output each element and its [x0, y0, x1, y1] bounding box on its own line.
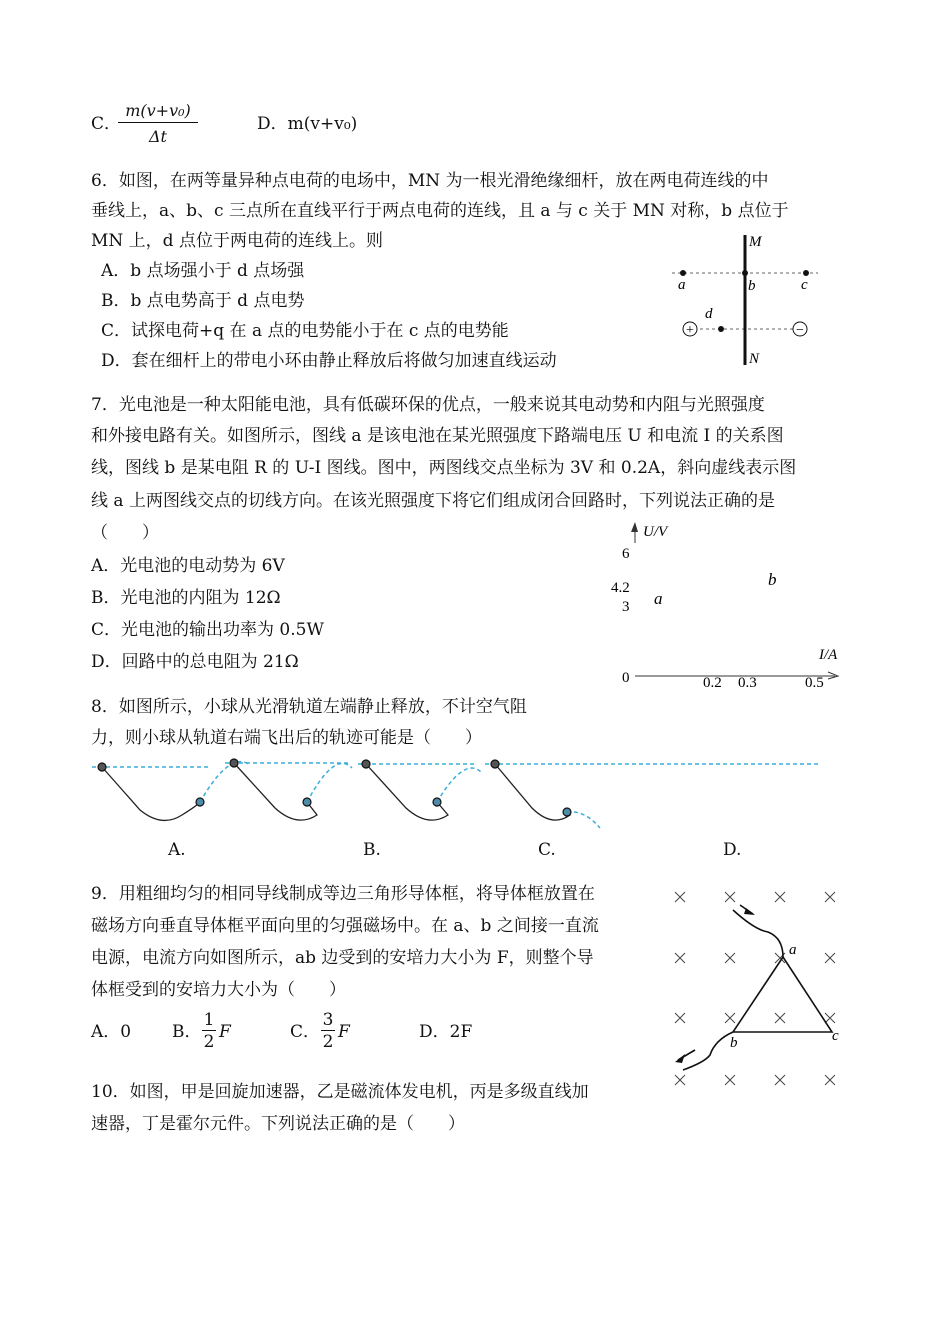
q5-option-c-label: C．: [91, 114, 122, 134]
current-out-arrow-icon: [675, 1054, 685, 1063]
ui-graph: [600, 510, 860, 700]
x-axis-label: I/A: [819, 647, 838, 663]
y-tick: 6: [622, 546, 630, 562]
field-into-page-icon: [775, 892, 785, 902]
svg-text:b: b: [730, 1035, 738, 1051]
q8-line: 8．如图所示，小球从光滑轨道左端静止释放，不计空气阻: [91, 697, 527, 717]
q7-line: 7．光电池是一种太阳能电池，具有低碳环保的优点，一般来说其电动势和内阻与光照强度: [91, 395, 765, 415]
q8-option-b: B.: [363, 840, 381, 860]
field-into-page-icon: [825, 1075, 835, 1085]
field-into-page-icon: [675, 1075, 685, 1085]
q9-option-b-numerator: 1: [203, 1010, 215, 1030]
q7-line: 和外接电路有关。如图所示，图线 a 是该电池在某光照强度下路端电压 U 和电流 I 的关系图: [91, 426, 784, 446]
x-tick: 0.3: [738, 675, 757, 691]
field-into-page-icon: [825, 1013, 835, 1023]
q7-line: 线 a 上两图线交点的切线方向。在该光照强度下将它们组成闭合回路时，下列说法正确的是: [91, 491, 775, 511]
q9-option-b-denominator: 2: [203, 1032, 215, 1052]
charge-field-figure: [660, 230, 830, 370]
q9-line: 电源，电流方向如图所示，ab 边受到的安培力大小为 F，则整个导: [91, 948, 594, 968]
q8-option-d: D.: [723, 840, 742, 860]
svg-text:d: d: [705, 306, 713, 322]
q10-line: 10．如图，甲是回旋加速器，乙是磁流体发电机，丙是多级直线加: [91, 1082, 589, 1102]
q9-option-a: A．0: [91, 1022, 132, 1042]
x-tick: 0.5: [805, 675, 824, 691]
field-into-page-icon: [725, 953, 735, 963]
y-axis-label: U/V: [643, 524, 668, 540]
field-into-page-icon: [775, 1013, 785, 1023]
field-into-page-icon: [825, 892, 835, 902]
svg-text:+: +: [686, 323, 694, 338]
q8-option-a: A.: [168, 840, 186, 860]
q7-option-b: B．光电池的内阻为 12Ω: [91, 588, 281, 608]
q9-option-b-tail: F: [219, 1022, 231, 1042]
q9-option-c-denominator: 2: [322, 1032, 334, 1052]
q7-line: （ ）: [91, 523, 159, 543]
field-into-page-icon: [675, 892, 685, 902]
q9-line: 9．用粗细均匀的相同导线制成等边三角形导体框，将导体框放置在: [91, 884, 595, 904]
origin-label: 0: [622, 670, 630, 686]
q6-line: MN 上，d 点位于两电荷的连线上。则: [91, 231, 383, 251]
q9-option-b-label: B．: [172, 1022, 202, 1042]
y-tick: 3: [622, 599, 630, 615]
series-a-label: a: [654, 589, 663, 608]
svg-text:c: c: [801, 277, 808, 293]
svg-text:−: −: [796, 323, 804, 338]
current-in-arrow-icon: [744, 908, 755, 915]
field-into-page-icon: [825, 953, 835, 963]
q8-line: 力，则小球从轨道右端飞出后的轨迹可能是（ ）: [91, 728, 482, 748]
q10-line: 速器，丁是霍尔元件。下列说法正确的是（ ）: [91, 1114, 465, 1134]
q7-option-a: A．光电池的电动势为 6V: [91, 556, 285, 576]
y-tick: 4.2: [611, 580, 630, 596]
svg-text:a: a: [789, 942, 797, 958]
q6-line: 垂线上，a、b、c 三点所在直线平行于两点电荷的连线，且 a 与 c 关于 MN 对称，b 点位于: [91, 201, 789, 221]
field-into-page-icon: [775, 1075, 785, 1085]
q5-option-c-denominator: Δt: [149, 127, 167, 146]
q6-line: 6．如图，在两等量异种点电荷的电场中，MN 为一根光滑绝缘细杆，放在两电荷连线的中: [91, 171, 769, 191]
track-figures: [90, 750, 820, 830]
q9-line: 体框受到的安培力大小为（ ）: [91, 980, 346, 1000]
svg-text:N: N: [749, 351, 760, 367]
q5-option-c-numerator: m(v+v₀): [118, 100, 198, 123]
q9-option-d: D．2F: [419, 1022, 473, 1042]
svg-text:c: c: [832, 1028, 839, 1044]
q6-option-b: B．b 点电势高于 d 点电势: [101, 291, 305, 311]
series-b-label: b: [768, 570, 777, 589]
q9-option-c-numerator: 3: [322, 1010, 334, 1030]
q9-option-c-label: C．: [290, 1022, 321, 1042]
q7-option-c: C．光电池的输出功率为 0.5W: [91, 620, 324, 640]
q9-option-c-tail: F: [338, 1022, 350, 1042]
q8-option-c: C.: [538, 840, 556, 860]
svg-text:a: a: [678, 277, 686, 293]
q7-line: 线，图线 b 是某电阻 R 的 U-I 图线。图中，两图线交点坐标为 3V 和 0.2A，斜向虚线表示图: [91, 458, 797, 478]
field-into-page-icon: [725, 892, 735, 902]
x-tick: 0.2: [703, 675, 722, 691]
q7-option-d: D．回路中的总电阻为 21Ω: [91, 652, 299, 672]
q5-option-d: D．m(v+v₀): [257, 114, 358, 134]
field-into-page-icon: [725, 1013, 735, 1023]
svg-text:M: M: [749, 234, 762, 250]
q6-option-c: C．试探电荷+q 在 a 点的电势能小于在 c 点的电势能: [101, 321, 509, 341]
field-into-page-icon: [675, 953, 685, 963]
q6-option-a: A．b 点场强小于 d 点场强: [101, 261, 305, 281]
q9-line: 磁场方向垂直导体框平面向里的匀强磁场中。在 a、b 之间接一直流: [91, 916, 599, 936]
field-into-page-icon: [725, 1075, 735, 1085]
field-into-page-icon: [675, 1013, 685, 1023]
q6-option-d: D．套在细杆上的带电小环由静止释放后将做匀加速直线运动: [101, 351, 557, 371]
triangle-magnetic-field-figure: [660, 870, 860, 1100]
svg-text:b: b: [748, 278, 756, 294]
